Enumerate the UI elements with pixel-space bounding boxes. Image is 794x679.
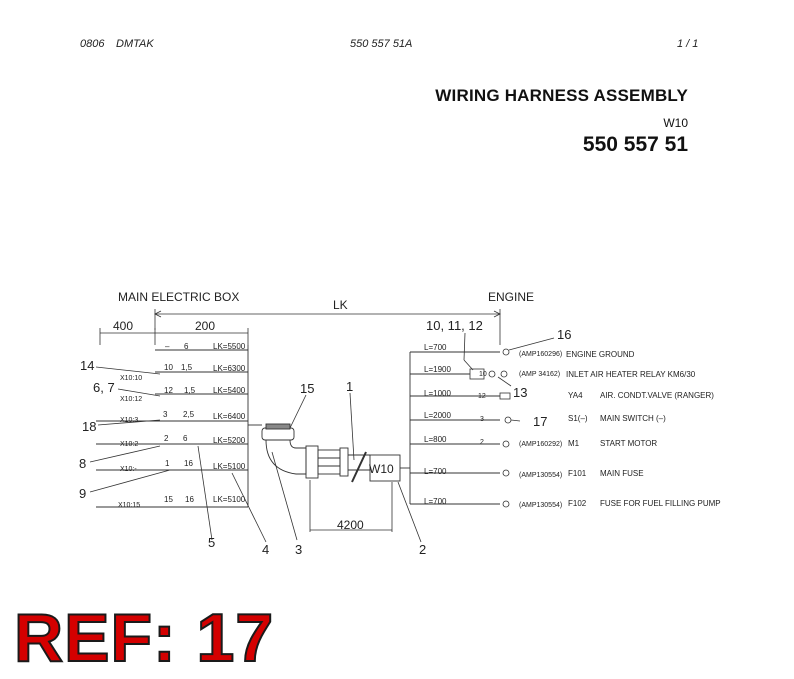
svg-text:(AMP 34162): (AMP 34162)	[519, 371, 561, 378]
svg-text:L=700: L=700	[424, 467, 447, 476]
main-box-label: MAIN ELECTRIC BOX	[118, 290, 240, 304]
callout-18: 18	[82, 419, 97, 434]
callout-4: 4	[262, 542, 270, 557]
svg-text:ENGINE GROUND: ENGINE GROUND	[566, 350, 635, 359]
svg-text:(AMP130554): (AMP130554)	[519, 472, 563, 479]
part-number: 550 557 51	[582, 133, 688, 156]
svg-text:L=1900: L=1900	[424, 365, 451, 374]
svg-text:LK=5400: LK=5400	[213, 386, 246, 395]
right-row-7	[424, 497, 721, 509]
left-row-2	[120, 363, 246, 382]
svg-text:FUSE FOR FUEL FILLING PUMP: FUSE FOR FUEL FILLING PUMP	[600, 499, 721, 508]
document-title: WIRING HARNESS ASSEMBLY	[435, 86, 688, 105]
document-subtitle: W10	[663, 116, 688, 130]
callout-10-11-12: 10, 11, 12	[426, 318, 483, 333]
svg-text:L=700: L=700	[424, 497, 447, 506]
svg-text:6: 6	[184, 342, 189, 351]
callout-1: 1	[346, 379, 354, 394]
svg-text:10: 10	[164, 363, 173, 372]
svg-text:(AMP160296): (AMP160296)	[519, 351, 563, 358]
svg-text:16: 16	[184, 459, 193, 468]
callout-2: 2	[419, 542, 427, 557]
svg-text:1,5: 1,5	[184, 386, 196, 395]
svg-text:START MOTOR: START MOTOR	[600, 439, 658, 448]
svg-text:6: 6	[183, 434, 188, 443]
svg-text:3: 3	[163, 410, 168, 419]
callout-9: 9	[79, 486, 87, 501]
callout-leaders	[90, 333, 554, 542]
svg-text:LK=6400: LK=6400	[213, 412, 246, 421]
header-doc-number: 550 557 51A	[350, 38, 413, 50]
callout-14: 14	[80, 358, 95, 373]
svg-text:15: 15	[164, 495, 173, 504]
svg-text:X10:12: X10:12	[120, 396, 143, 403]
callout-17: 17	[533, 414, 548, 429]
svg-text:(AMP160292): (AMP160292)	[519, 441, 563, 448]
right-terminals	[470, 349, 511, 507]
callout-13: 13	[513, 385, 528, 400]
svg-text:YA4: YA4	[568, 391, 583, 400]
right-row-3	[424, 389, 714, 400]
svg-text:MAIN FUSE: MAIN FUSE	[600, 469, 644, 478]
callout-3: 3	[295, 542, 303, 557]
dim-400: 400	[113, 319, 134, 333]
left-row-6	[120, 459, 246, 473]
svg-text:2,5: 2,5	[183, 410, 195, 419]
svg-text:X10:3: X10:3	[120, 417, 139, 424]
svg-text:S1(–): S1(–)	[568, 414, 588, 423]
svg-text:X10:-: X10:-	[120, 466, 137, 473]
svg-text:INLET AIR HEATER RELAY KM6/30: INLET AIR HEATER RELAY KM6/30	[566, 370, 696, 379]
svg-text:MAIN SWITCH (–): MAIN SWITCH (–)	[600, 414, 666, 423]
svg-text:X10:10: X10:10	[120, 375, 143, 382]
svg-text:3: 3	[480, 416, 484, 423]
callout-16: 16	[557, 327, 572, 342]
svg-text:L=2000: L=2000	[424, 411, 451, 420]
svg-text:2: 2	[164, 434, 169, 443]
svg-text:LK=5100: LK=5100	[213, 495, 246, 504]
svg-text:12: 12	[478, 393, 486, 400]
header-code: 0806	[80, 38, 105, 50]
svg-text:2: 2	[480, 439, 484, 446]
harness-label: W10	[369, 462, 394, 476]
ref-label: REF: 17	[14, 600, 275, 676]
dim-4200: 4200	[337, 518, 364, 532]
svg-text:(AMP130554): (AMP130554)	[519, 502, 563, 509]
callout-5: 5	[208, 535, 216, 550]
svg-text:L=1000: L=1000	[424, 389, 451, 398]
svg-text:–: –	[165, 342, 170, 351]
header-page: 1 / 1	[677, 38, 699, 50]
svg-text:AIR. CONDT.VALVE (RANGER): AIR. CONDT.VALVE (RANGER)	[600, 391, 714, 400]
left-row-3	[120, 386, 246, 403]
svg-text:L=800: L=800	[424, 435, 447, 444]
svg-text:1: 1	[165, 459, 170, 468]
dim-200: 200	[195, 319, 216, 333]
callout-6-7: 6, 7	[93, 380, 115, 395]
svg-text:12: 12	[164, 386, 173, 395]
engine-label: ENGINE	[488, 290, 535, 304]
svg-text:L=700: L=700	[424, 343, 447, 352]
svg-text:1,5: 1,5	[181, 363, 193, 372]
svg-text:10: 10	[479, 371, 487, 378]
svg-text:LK=6300: LK=6300	[213, 364, 246, 373]
right-row-5	[424, 435, 657, 448]
svg-text:16: 16	[185, 495, 194, 504]
right-row-2	[424, 365, 696, 379]
svg-text:LK=5100: LK=5100	[213, 462, 246, 471]
right-row-1	[424, 343, 635, 359]
svg-text:F102: F102	[568, 499, 587, 508]
svg-text:F101: F101	[568, 469, 587, 478]
svg-text:X10:2: X10:2	[120, 441, 139, 448]
svg-text:LK=5500: LK=5500	[213, 342, 246, 351]
svg-text:M1: M1	[568, 439, 580, 448]
left-row-5	[120, 434, 246, 448]
header-dept: DMTAK	[116, 38, 154, 50]
svg-text:LK=5200: LK=5200	[213, 436, 246, 445]
lk-label: LK	[333, 298, 348, 312]
svg-text:X10:15: X10:15	[118, 502, 141, 509]
callout-15: 15	[300, 381, 315, 396]
callout-8: 8	[79, 456, 87, 471]
